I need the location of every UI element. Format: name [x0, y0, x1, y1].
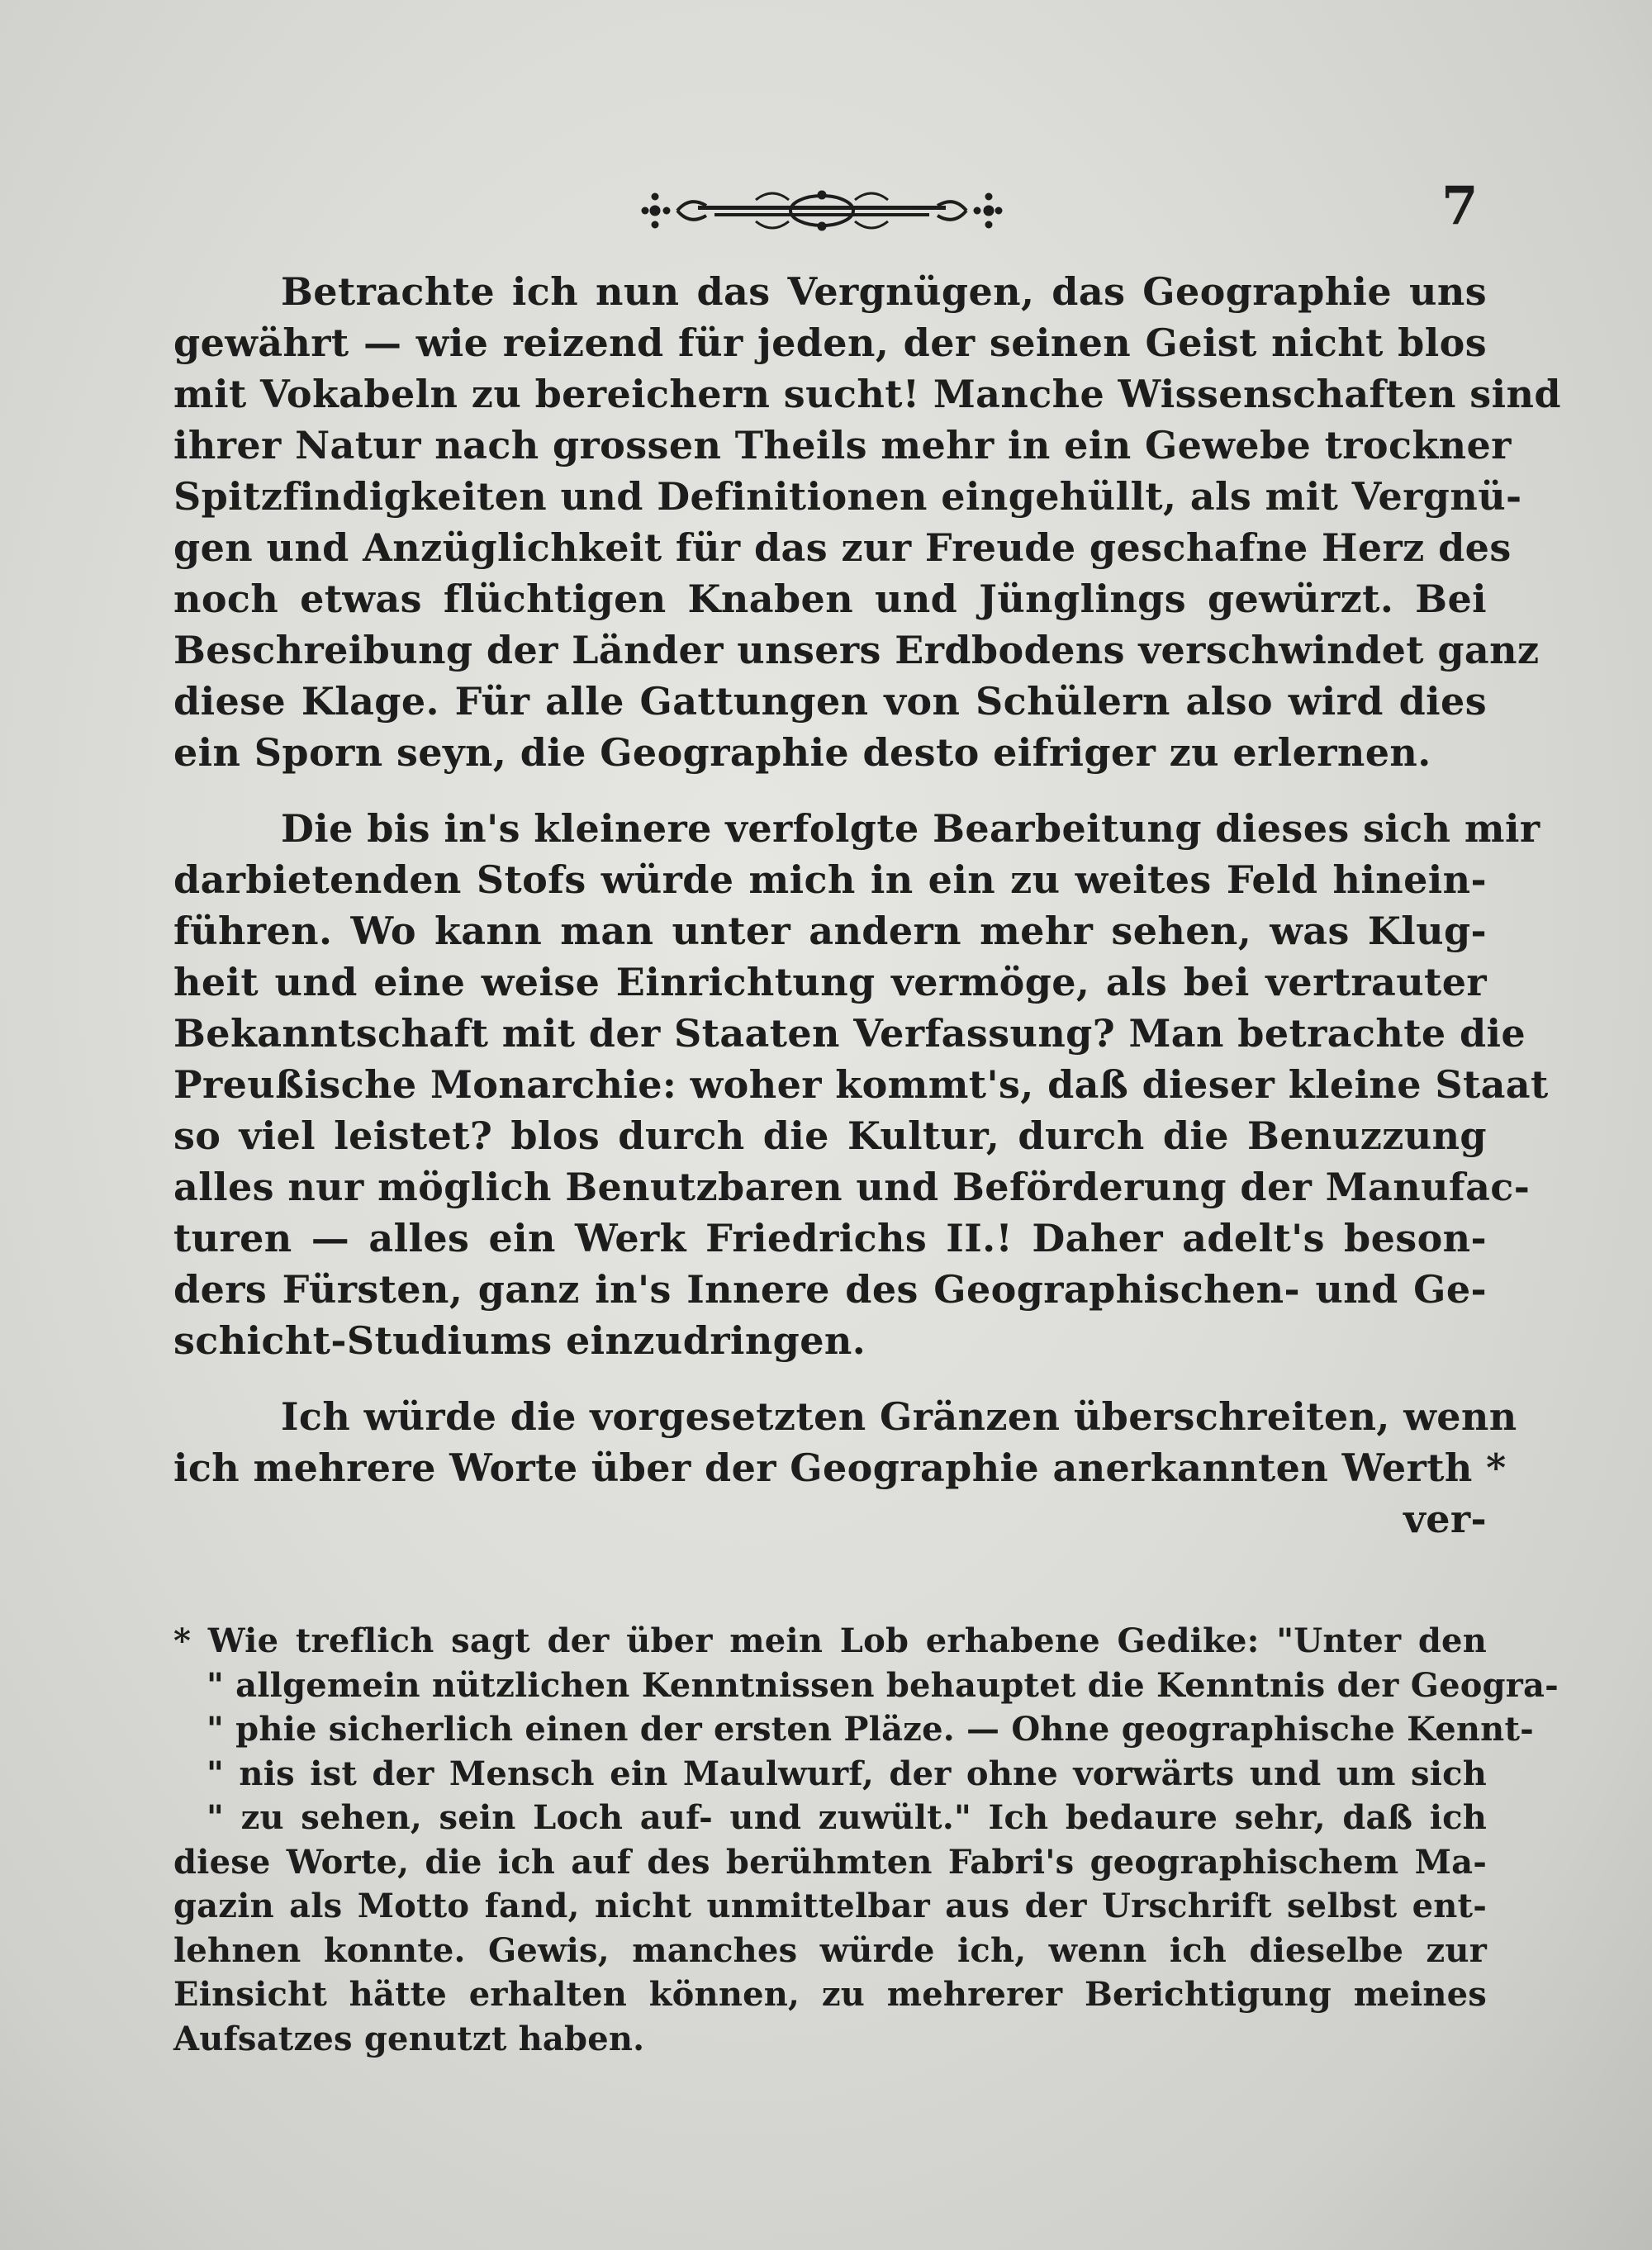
text-line: darbietenden Stofs würde mich in ein zu weites Feld hinein-: [173, 857, 1487, 902]
text-line: führen. Wo kann man unter andern mehr sehen, was Klug-: [173, 909, 1487, 953]
text-line: ihrer Natur nach grossen Theils mehr in ein Gewebe trockner: [173, 423, 1512, 468]
footnote: [173, 1619, 1559, 2061]
text-line: Die bis in's kleinere verfolgte Bearbeitung dieses sich mir: [281, 806, 1540, 851]
footnote-line: " nis ist der Mensch ein Maulwurf, der ohne vorwärts und um sich: [206, 1754, 1487, 1793]
text-line: Beschreibung der Länder unsers Erdbodens verschwindet ganz: [173, 628, 1540, 672]
text-line: gewährt — wie reizend für jeden, der seinen Geist nicht blos: [173, 320, 1487, 365]
text-line: Spitzfindigkeiten und Definitionen eingehüllt, als mit Vergnü-: [173, 474, 1522, 519]
catchword: ver-: [1403, 1497, 1487, 1541]
footnote-line: diese Worte, die ich auf des berühmten Fabri's geographischem Ma-: [173, 1842, 1487, 1882]
text-line: ein Sporn seyn, die Geographie desto eifriger zu erlernen.: [173, 730, 1431, 775]
footnote-line: Einsicht hätte erhalten können, zu mehrerer Berichtigung meines: [173, 1975, 1487, 2014]
paragraph-gap: [173, 778, 1487, 803]
footnote-line: " zu sehen, sein Loch auf- und zuwült." Ich bedaure sehr, daß ich: [206, 1798, 1487, 1837]
paragraph-gap: [173, 1366, 1487, 1391]
footnote-line: " allgemein nützlichen Kenntnissen behauptet die Kenntnis der Geogra-: [206, 1665, 1559, 1705]
main-text: [173, 266, 1561, 1545]
text-line: Betrachte ich nun das Vergnügen, das Geographie uns: [281, 269, 1487, 314]
text-line: alles nur möglich Benutzbaren und Beförderung der Manufac-: [173, 1165, 1531, 1209]
text-line: ich mehrere Worte über der Geographie anerkannten Werth *: [173, 1445, 1507, 1490]
text-line: ders Fürsten, ganz in's Innere des Geographischen- und Ge-: [173, 1267, 1487, 1312]
text-line: mit Vokabeln zu bereichern sucht! Manche Wissenschaften sind: [173, 372, 1561, 416]
text-line: Bekanntschaft mit der Staaten Verfassung? Man betrachte die: [173, 1011, 1526, 1056]
text-line: Ich würde die vorgesetzten Gränzen überschreiten, wenn: [281, 1394, 1517, 1439]
text-line: schicht-Studiums einzudringen.: [173, 1318, 866, 1363]
text-line: Preußische Monarchie: woher kommt's, daß dieser kleine Staat: [173, 1062, 1549, 1107]
text-line: noch etwas flüchtigen Knaben und Jünglings gewürzt. Bei: [173, 577, 1487, 621]
text-line: gen und Anzüglichkeit für das zur Freude geschafne Herz des: [173, 525, 1512, 570]
header-ornament: [640, 182, 1004, 240]
footnote-line: " phie sicherlich einen der ersten Pläze. — Ohne geographische Kennt-: [206, 1710, 1534, 1749]
text-line: so viel leistet? blos durch die Kultur, durch die Benuzzung: [173, 1113, 1487, 1158]
text-line: turen — alles ein Werk Friedrichs II.! Daher adelt's beson-: [173, 1216, 1487, 1260]
footnote-line: Aufsatzes genutzt haben.: [173, 2019, 645, 2058]
footnote-line: lehnen konnte. Gewis, manches würde ich, wenn ich dieselbe zur: [173, 1930, 1487, 1970]
text-line: diese Klage. Für alle Gattungen von Schülern also wird dies: [173, 679, 1487, 724]
footnote-line: * Wie treflich sagt der über mein Lob erhabene Gedike: "Unter den: [173, 1621, 1487, 1660]
footnote-line: gazin als Motto fand, nicht unmittelbar aus der Urschrift selbst ent-: [173, 1887, 1487, 1925]
page-number: 7: [1441, 175, 1479, 237]
text-line: heit und eine weise Einrichtung vermöge, als bei vertrauter: [173, 960, 1487, 1004]
